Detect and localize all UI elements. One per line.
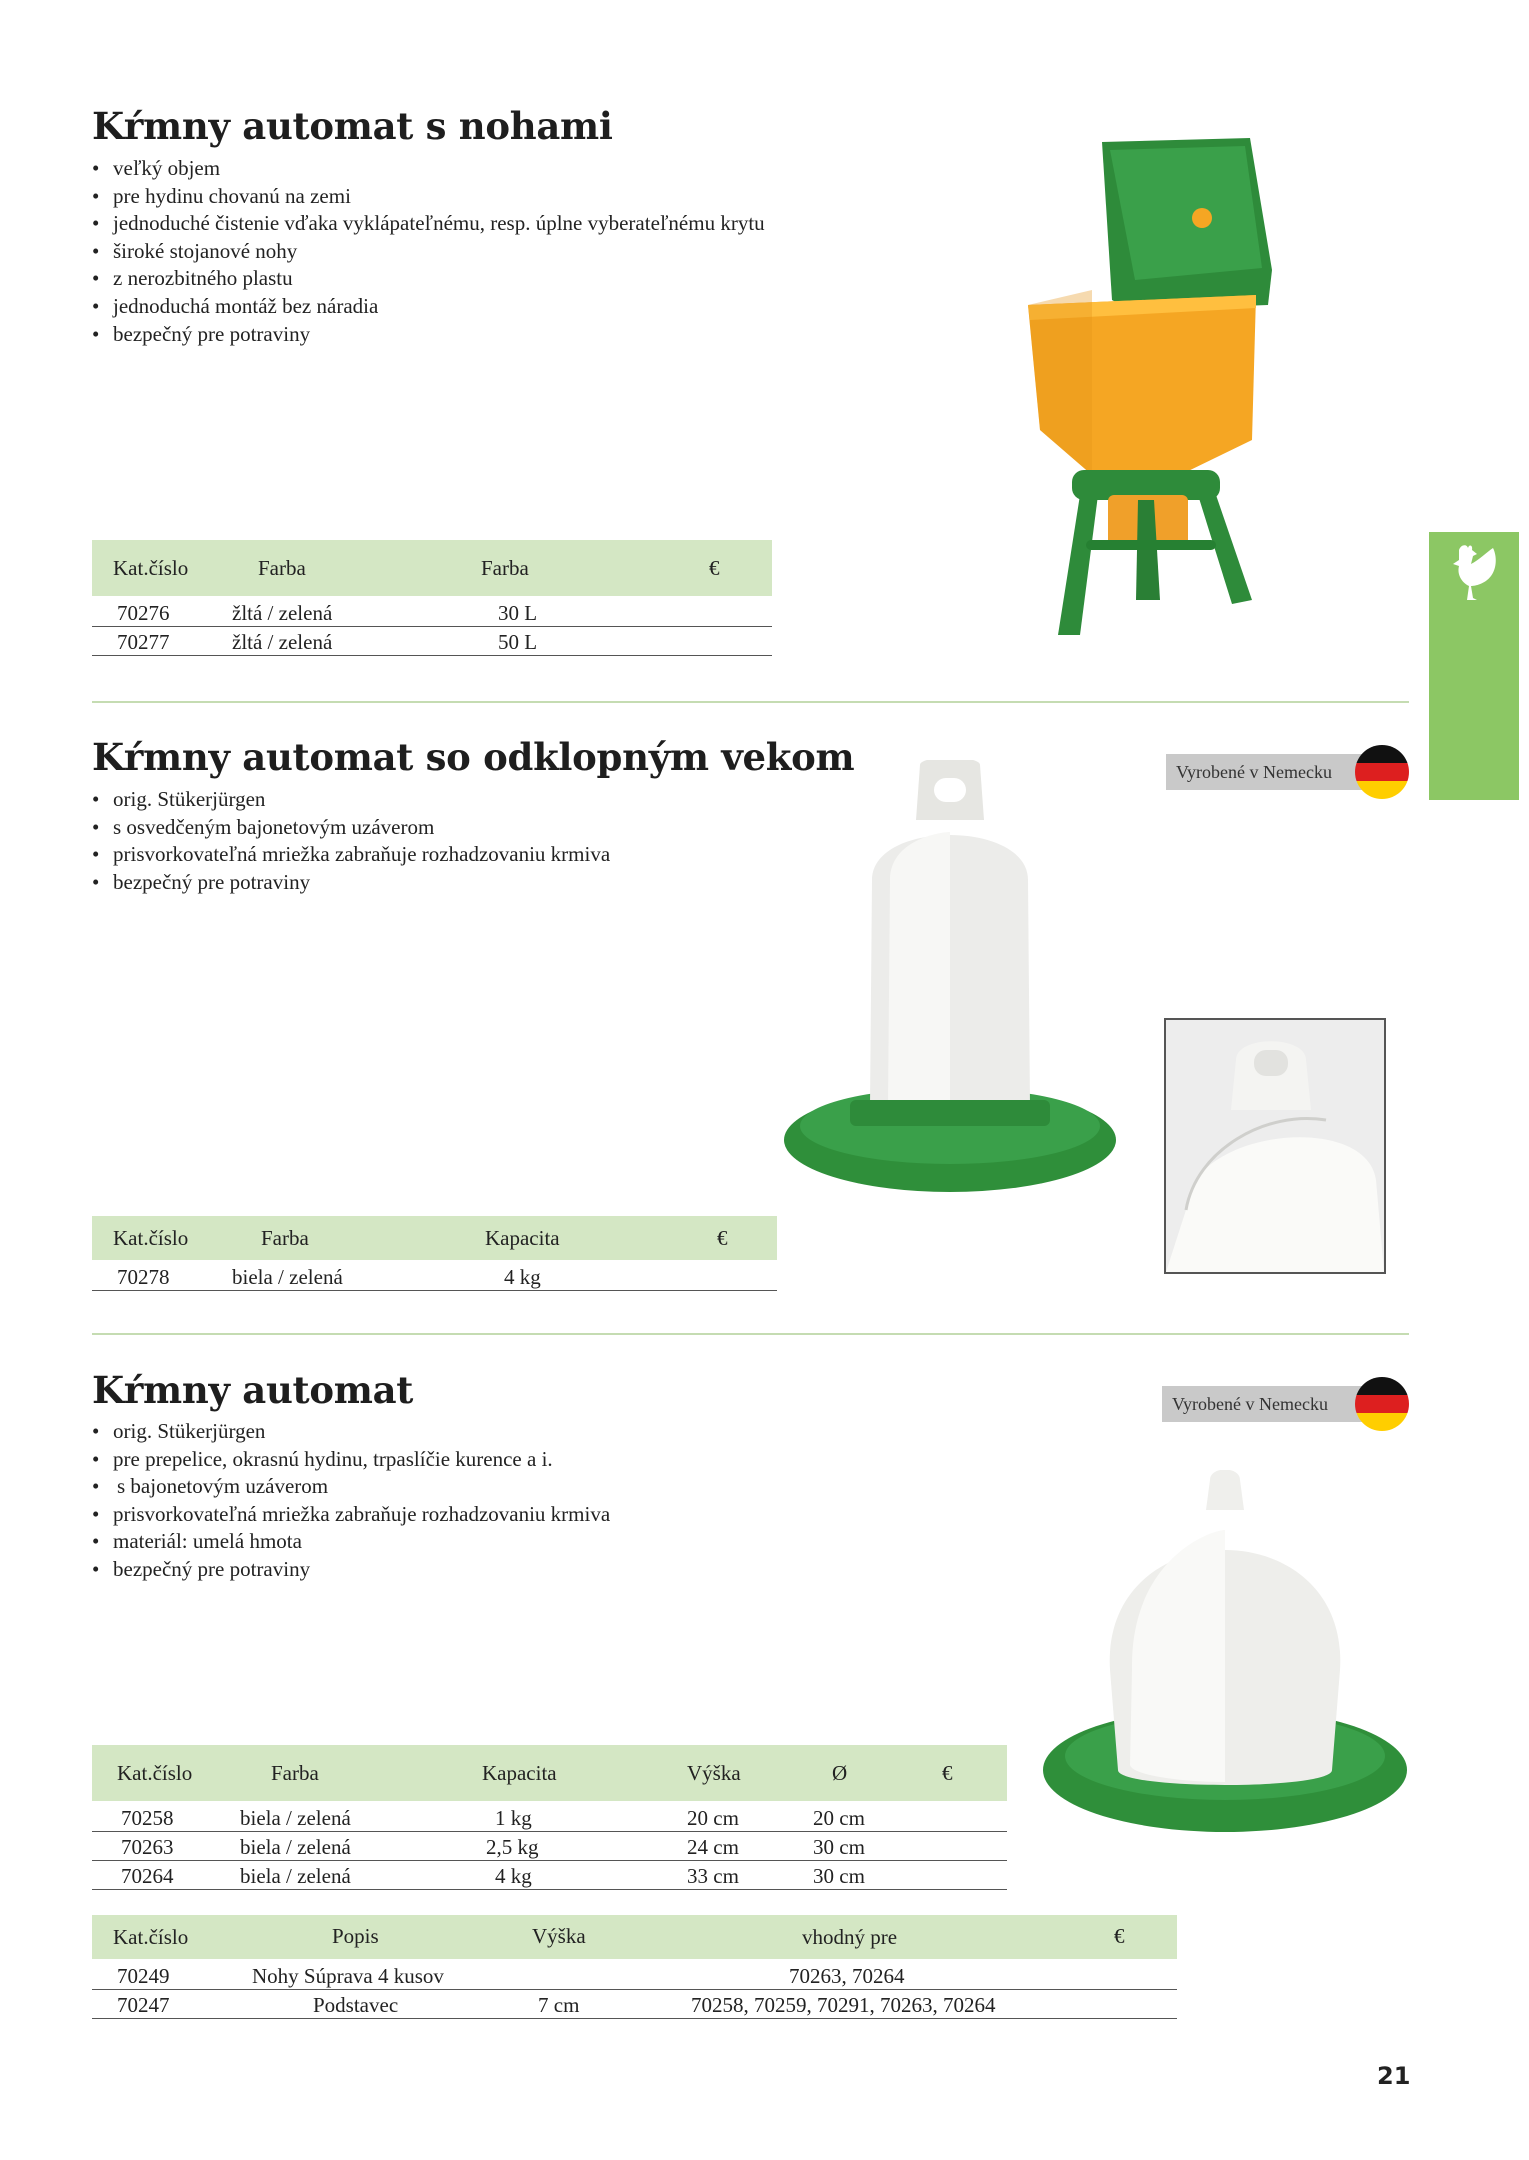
bullet: • pre prepelice, okrasnú hydinu, trpaslíčie kurence a i. [92, 1446, 610, 1474]
section-3-bullets [92, 1418, 610, 1584]
table-row: 70247 Podstavec 7 cm 70258, 70259, 70291, 70263, 70264 [92, 1990, 1177, 2019]
bullet: • široké stojanové nohy [92, 238, 765, 266]
col-header: Kat.číslo [113, 556, 189, 580]
section-divider [92, 701, 1409, 703]
germany-flag-icon [1355, 745, 1409, 799]
col-header: € [1114, 1924, 1125, 1948]
table-header [92, 1745, 1007, 1801]
col-header: Farba [481, 556, 529, 580]
col-header: Farba [271, 1761, 319, 1785]
bullet: • prisvorkovateľná mriežka zabraňuje rozhadzovaniu krmiva [92, 841, 610, 869]
table-row: 70258 biela / zelená 1 kg 20 cm 20 cm [92, 1803, 1007, 1832]
bullet: • bezpečný pre potraviny [92, 1556, 610, 1584]
col-header: Kapacita [485, 1226, 560, 1250]
bullet: • z nerozbitného plastu [92, 265, 765, 293]
bullet: • orig. Stükerjürgen [92, 786, 610, 814]
section-2-bullets [92, 786, 610, 896]
section-divider [92, 1333, 1409, 1335]
product-table-3 [92, 1745, 1007, 1890]
table-header [92, 1915, 1177, 1959]
table-row: 70276 žltá / zelená 30 L [92, 598, 772, 627]
col-header: Kat.číslo [113, 1925, 189, 1949]
page-number: 21 [1377, 2062, 1411, 2090]
bullet: • jednoduchá montáž bez náradia [92, 293, 765, 321]
bullet: • s bajonetovým uzáverom [92, 1473, 610, 1501]
feeder-with-legs-image [1020, 130, 1320, 650]
col-header: Farba [258, 556, 306, 580]
table-row: 70249 Nohy Súprava 4 kusov 70263, 70264 [92, 1961, 1177, 1990]
bullet: • jednoduché čistenie vďaka vyklápateľnému, resp. úplne vyberateľnému krytu [92, 210, 765, 238]
bullet: • bezpečný pre potraviny [92, 869, 610, 897]
bullet: • materiál: umelá hmota [92, 1528, 610, 1556]
section-1-title: Kŕmny automat s nohami [92, 104, 613, 148]
table-header [92, 540, 772, 596]
rooster-icon [1447, 542, 1501, 604]
col-header: Ø [832, 1761, 848, 1785]
bullet: • veľký objem [92, 155, 765, 183]
section-2-title: Kŕmny automat so odklopným vekom [92, 735, 855, 779]
accessories-table [92, 1915, 1177, 2019]
col-header: € [717, 1226, 728, 1250]
bullet: • bezpečný pre potraviny [92, 321, 765, 349]
section-3-title: Kŕmny automat [92, 1368, 414, 1412]
made-in-germany-badge: Vyrobené v Nemecku [1166, 754, 1366, 790]
table-row: 70263 biela / zelená 2,5 kg 24 cm 30 cm [92, 1832, 1007, 1861]
col-header: € [709, 556, 720, 580]
col-header: Popis [332, 1924, 379, 1948]
col-header: Výška [532, 1924, 586, 1948]
bullet: • orig. Stükerjürgen [92, 1418, 610, 1446]
lid-detail-image [1164, 1018, 1386, 1274]
feeder-with-lid-image [780, 760, 1120, 1230]
col-header: Kat.číslo [113, 1226, 189, 1250]
table-row: 70278 biela / zelená 4 kg [92, 1262, 777, 1291]
bullet: • s osvedčeným bajonetovým uzáverom [92, 814, 610, 842]
table-row: 70264 biela / zelená 4 kg 33 cm 30 cm [92, 1861, 1007, 1890]
germany-flag-icon [1355, 1377, 1409, 1431]
section-1-bullets [92, 155, 765, 348]
feeder-image [1040, 1470, 1410, 1880]
table-row: 70277 žltá / zelená 50 L [92, 627, 772, 656]
col-header: Farba [261, 1226, 309, 1250]
category-side-tab[interactable] [1429, 532, 1519, 800]
bullet: • pre hydinu chovanú na zemi [92, 183, 765, 211]
table-header [92, 1216, 777, 1260]
col-header: vhodný pre [802, 1925, 898, 1949]
product-table-2 [92, 1216, 777, 1291]
col-header: Kat.číslo [117, 1761, 193, 1785]
product-table-1 [92, 540, 772, 656]
bullet: • prisvorkovateľná mriežka zabraňuje rozhadzovaniu krmiva [92, 1501, 610, 1529]
col-header: € [942, 1761, 953, 1785]
col-header: Výška [687, 1761, 741, 1785]
col-header: Kapacita [482, 1761, 557, 1785]
made-in-germany-badge: Vyrobené v Nemecku [1162, 1386, 1362, 1422]
